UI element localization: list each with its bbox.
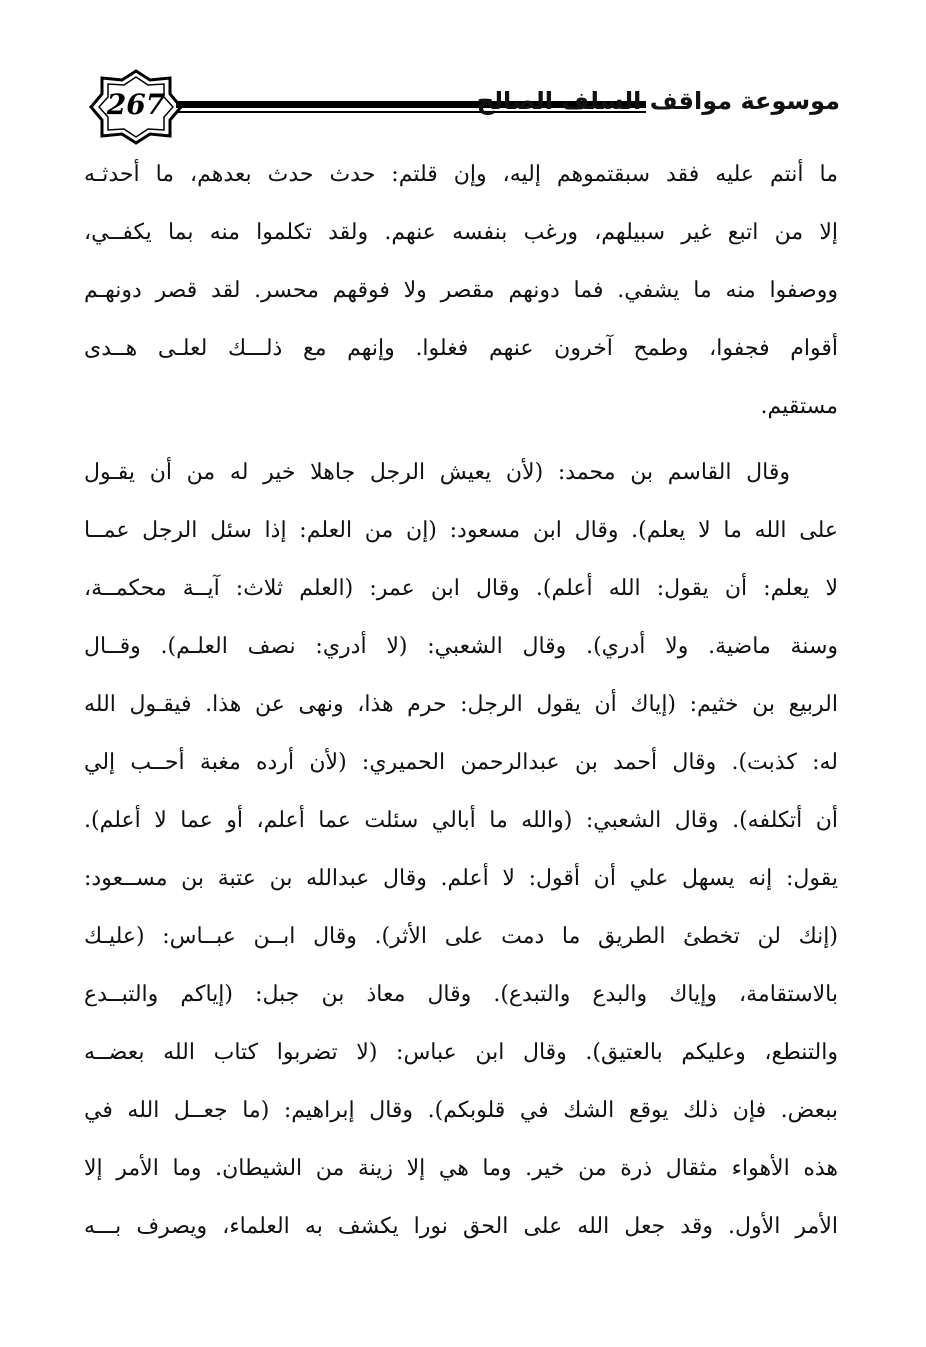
page-number-badge <box>88 68 184 146</box>
text-line: وقال القاسم بن محمد: (لأن يعيش الرجل جاهلا خير له من أن يقـول <box>84 460 790 485</box>
text-line: ووصفوا منه ما يشفي. فما دونهم مقصر ولا فوقهم محسر. لقد قصر دونهـم <box>84 278 838 303</box>
text-line: لا يعلم: أن يقول: الله أعلم). وقال ابن عمر: (العلم ثلاث: آيــة محكمــة، <box>84 576 838 601</box>
main-text <box>84 146 838 1256</box>
text-line: بالاستقامة، وإياك والبدع والتبدع). وقال معاذ بن جبل: (إياكم والتبــدع <box>84 982 838 1007</box>
text-line: إلا من اتبع غير سبيلهم، ورغب بنفسه عنهم. ولقد تكلموا منه بما يكفــي، <box>84 220 838 245</box>
text-line: ببعض. فإن ذلك يوقع الشك في قلوبكم). وقال إبراهيم: (ما جعــل الله في <box>84 1098 838 1123</box>
text-line: له: كذبت). وقال أحمد بن عبدالرحمن الحميري: (لأن أرده مغبة أحــب إلي <box>84 750 838 775</box>
paragraph <box>84 146 838 436</box>
text-line: وسنة ماضية. ولا أدري). وقال الشعبي: (لا أدري: نصف العلـم). وقــال <box>84 634 838 659</box>
page-number: 267 <box>106 88 166 121</box>
page-header <box>88 68 840 146</box>
text-line: الربيع بن خثيم: (إياك أن يقول الرجل: حرم هذا، ونهى عن هذا. فيقـول الله <box>84 692 838 717</box>
text-line: والتنطع، وعليكم بالعتيق). وقال ابن عباس: (لا تضربوا كتاب الله بعضــه <box>84 1040 838 1065</box>
text-line: أقوام فجفوا، وطمح آخرون عنهم فغلوا. وإنهم مع ذلـــك لعلـى هــدى <box>84 336 838 361</box>
text-line: (إنك لن تخطئ الطريق ما دمت على الأثر). وقال ابــن عبــاس: (عليـك <box>84 924 838 949</box>
text-line: يقول: إنه يسهل علي أن أقول: لا أعلم. وقال عبدالله بن عتبة بن مســعود: <box>84 866 838 891</box>
book-title: موسوعة مواقف السلف الصالح <box>476 87 840 115</box>
text-line: على الله ما لا يعلم). وقال ابن مسعود: (إن من العلم: إذا سئل الرجل عمــا <box>84 518 838 543</box>
text-line: مستقيم. <box>760 394 838 419</box>
text-line: أن أتكلفه). وقال الشعبي: (والله ما أبالي سئلت عما أعلم، أو عما لا أعلم). <box>84 808 838 833</box>
text-line: هذه الأهواء مثقال ذرة من خير. وما هي إلا زينة من الشيطان. وما الأمر إلا <box>84 1156 838 1181</box>
text-line: ما أنتم عليه فقد سبقتموهم إليه، وإن قلتم: حدث حدث بعدهم، ما أحدثـه <box>84 162 838 187</box>
paragraph <box>84 444 838 1256</box>
text-line: الأمر الأول. وقد جعل الله على الحق نورا يكشف به العلماء، ويصرف بـــه <box>84 1214 838 1239</box>
